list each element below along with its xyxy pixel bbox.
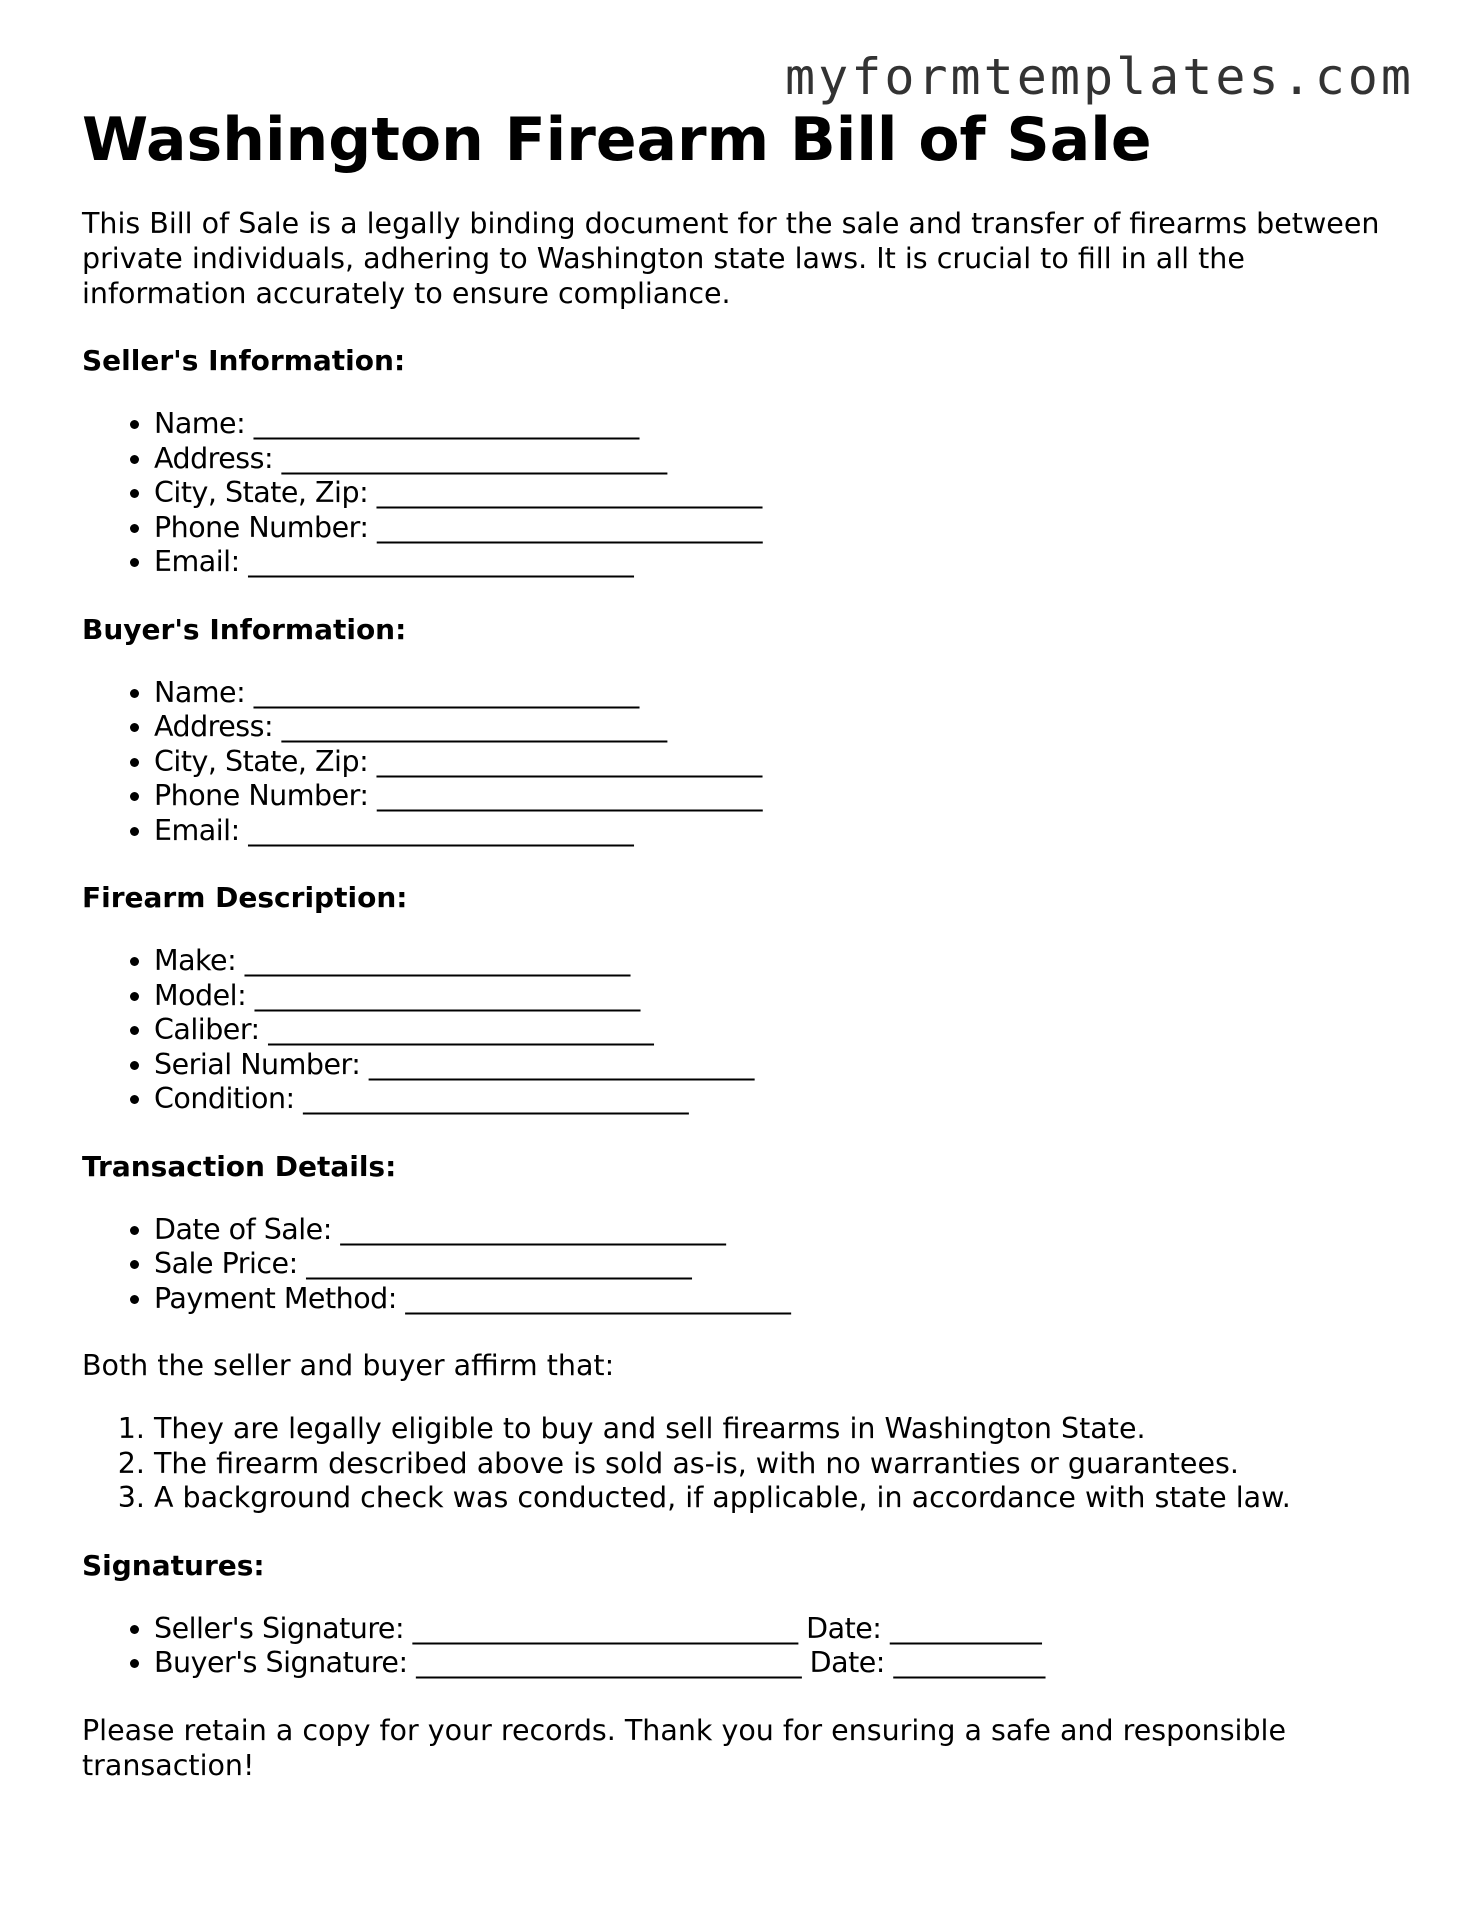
affirm-intro: Both the seller and buyer affirm that: <box>82 1349 615 1382</box>
buyer-name-field: • Name: ____________________________ <box>154 676 1422 711</box>
signatures-heading: Signatures: <box>82 1548 265 1582</box>
seller-city-state-zip-field: • City, State, Zip: ____________________________ <box>154 476 1422 511</box>
intro-paragraph: This Bill of Sale is a legally binding document for the sale and transfer of firearms between private individuals, adhering to Washington state laws. It is crucial to fill in all the information accurately to ensure compliance. <box>82 207 1380 310</box>
firearm-serial-field: • Serial Number: ____________________________ <box>154 1048 1422 1083</box>
firearm-fields <box>82 944 1422 1117</box>
buyer-heading: Buyer's Information: <box>82 612 407 646</box>
buyer-address-field: • Address: ____________________________ <box>154 710 1422 745</box>
watermark: myformtemplates.com <box>785 48 1414 106</box>
seller-phone-field: • Phone Number: ____________________________ <box>154 511 1422 546</box>
closing-paragraph: Please retain a copy for your records. Thank you for ensuring a safe and responsible transaction! <box>82 1713 1286 1782</box>
document-body <box>82 100 1422 1783</box>
seller-signature-field: • Seller's Signature: ____________________________ Date: ___________ <box>154 1612 1422 1647</box>
buyer-fields <box>82 676 1422 849</box>
seller-heading: Seller's Information: <box>82 344 406 377</box>
sale-price-field: • Sale Price: ____________________________ <box>154 1247 1422 1282</box>
firearm-model-field: • Model: ____________________________ <box>154 979 1422 1014</box>
firearm-condition-field: • Condition: ____________________________ <box>154 1082 1422 1117</box>
seller-name-field: • Name: ____________________________ <box>154 407 1422 442</box>
affirm-item: 1. They are legally eligible to buy and sell firearms in Washington State. <box>154 1412 1422 1447</box>
page-title: Washington Firearm Bill of Sale <box>82 105 1152 175</box>
buyer-signature-field: • Buyer's Signature: ____________________________ Date: ___________ <box>154 1646 1422 1681</box>
buyer-phone-field: • Phone Number: ____________________________ <box>154 779 1422 814</box>
payment-method-field: • Payment Method: ____________________________ <box>154 1282 1422 1317</box>
buyer-city-state-zip-field: • City, State, Zip: ____________________________ <box>154 745 1422 780</box>
seller-address-field: • Address: ____________________________ <box>154 442 1422 477</box>
firearm-caliber-field: • Caliber: ____________________________ <box>154 1013 1422 1048</box>
signature-fields <box>82 1612 1422 1681</box>
transaction-heading: Transaction Details: <box>82 1149 397 1183</box>
seller-fields <box>82 407 1422 580</box>
transaction-fields <box>82 1213 1422 1317</box>
affirm-item: 2. The firearm described above is sold as-is, with no warranties or guarantees. <box>154 1447 1422 1482</box>
seller-email-field: • Email: ____________________________ <box>154 545 1422 580</box>
affirm-list <box>82 1412 1422 1516</box>
buyer-email-field: • Email: ____________________________ <box>154 814 1422 849</box>
firearm-heading: Firearm Description: <box>82 881 408 914</box>
affirm-item: 3. A background check was conducted, if applicable, in accordance with state law. <box>154 1481 1422 1516</box>
firearm-make-field: • Make: ____________________________ <box>154 944 1422 979</box>
sale-date-field: • Date of Sale: ____________________________ <box>154 1213 1422 1248</box>
